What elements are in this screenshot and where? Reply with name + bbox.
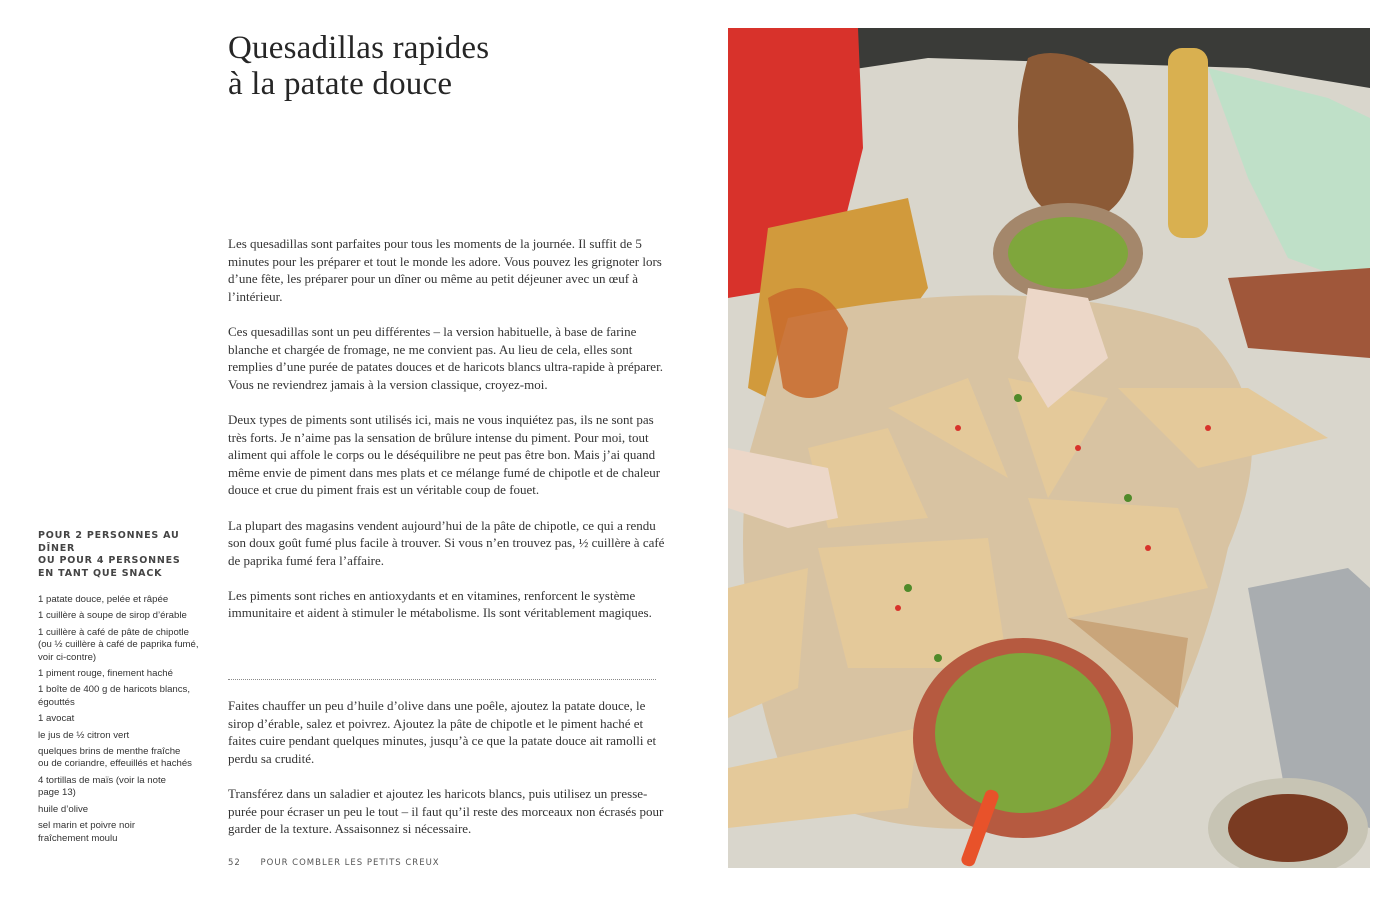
- section-name: POUR COMBLER LES PETITS CREUX: [260, 858, 440, 868]
- section-divider: [228, 679, 656, 680]
- page-number: 52: [228, 858, 241, 868]
- servings-line: EN TANT QUE SNACK: [38, 567, 163, 579]
- ingredients-list: [38, 594, 218, 845]
- intro-paragraph: Les piments sont riches en antioxydants et en vitamines, renforcent le système immunitaire et aident à stimuler le métabolisme. Ils sont véritablement magiques.: [228, 587, 652, 621]
- intro-paragraph: La plupart des magasins vendent aujourd’hui de la pâte de chipotle, ce qui a rendu son doux goût fumé plus facile à trouver. Si vous n’en trouvez pas, ½ cuillère à café de paprika fumé fera l’affaire.: [228, 517, 665, 568]
- ingredient-item: 1 avocat: [38, 713, 75, 725]
- recipe-title-line-2: à la patate douce: [228, 66, 453, 102]
- method-paragraph: Faites chauffer un peu d’huile d’olive dans une poêle, ajoutez la patate douce, le sirop d’érable, salez et poivrez. Ajoutez la pâte de chipotle et le piment haché et faites cuire pendant quelques minutes, jusqu’à ce que la patate douce ait ramolli et perdu sa crudité.: [228, 698, 657, 766]
- ingredient-item: 1 cuillère à café de pâte de chipotle (ou ½ cuillère à café de paprika fumé, voir ci-contre): [38, 626, 199, 663]
- method-paragraph: Transférez dans un saladier et ajoutez les haricots blancs, puis utilisez un presse-purée pour écraser un peu le tout – il faut qu’il reste des morceaux non écrasés pour garder de la texture. Assaisonnez si nécessaire.: [228, 785, 664, 837]
- servings-line: POUR 2 PERSONNES AU DÎNER: [38, 530, 180, 554]
- recipe-title: [228, 30, 489, 102]
- ingredient-item: 1 patate douce, pelée et râpée: [38, 594, 169, 605]
- intro-paragraph: Deux types de piments sont utilisés ici, mais ne vous inquiétez pas, ils ne sont pas très forts. Je n’aime pas la sensation de brûlure intense du piment. Pour moi, tout aliment qui affole le corps ou le déséquilibre ne peut pas être bon. Mais j’ai quand même envie de piment dans mes plats et ce mélange fumé de chipotle et de chaleur douce et crue du piment frais est un véritable coup de fouet.: [228, 411, 661, 498]
- intro-paragraph: Les quesadillas sont parfaites pour tous les moments de la journée. Il suffit de 5 minutes pour les préparer et tout le monde les adore. Vous pouvez les grignoter lors d’une fête, les préparer pour un dîner ou même au petit déjeuner avec un œuf à l’intérieur.: [228, 236, 662, 304]
- ingredient-item: 1 cuillère à soupe de sirop d’érable: [38, 610, 187, 622]
- ingredient-item: le jus de ½ citron vert: [38, 729, 130, 741]
- ingredients-sidebar: [38, 530, 218, 849]
- ingredient-item: quelques brins de menthe fraîche ou de coriandre, effeuillés et hachés: [38, 746, 192, 770]
- ingredient-item: 4 tortillas de maïs (voir la note page 13): [38, 774, 166, 799]
- ingredient-item: huile d’olive: [38, 803, 89, 815]
- intro-paragraph: Ces quesadillas sont un peu différentes – la version habituelle, à base de farine blanche et chargée de fromage, ne me convient pas. Au lieu de cela, elles sont remplies d’une purée de patates douces et de haricots blancs ultra-rapide à préparer. Vous ne reviendrez jamais à la version classique, croyez-moi.: [228, 323, 663, 392]
- recipe-title-line-1: Quesadillas rapides: [228, 30, 490, 66]
- recipe-photo: [728, 28, 1370, 868]
- ingredient-item: 1 piment rouge, finement haché: [38, 668, 173, 680]
- recipe-method: [228, 697, 668, 855]
- food-photo-icon: [728, 28, 1370, 868]
- page-footer: [228, 858, 440, 868]
- servings-line: OU POUR 4 PERSONNES: [38, 555, 181, 566]
- servings-heading: [38, 530, 218, 580]
- ingredient-item: sel marin et poivre noir fraîchement moulu: [38, 820, 136, 844]
- recipe-intro: [228, 235, 668, 640]
- ingredient-item: 1 boîte de 400 g de haricots blancs, égouttés: [38, 684, 191, 708]
